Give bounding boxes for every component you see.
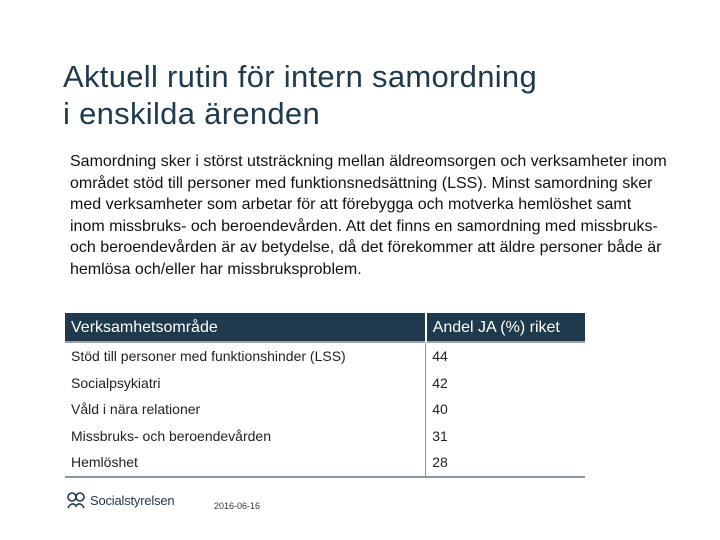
row-area: Hemlöshet [65,449,426,477]
row-area: Missbruks- och beroendevården [71,427,271,444]
row-area: Stöd till personer med funktionshinder (LSS) [71,348,346,365]
slide-date: 2016-06-16 [214,501,261,511]
slide-title [63,58,683,132]
row-value: 42 [426,370,585,397]
data-table [65,313,585,478]
slide-title-line-2: i enskilda ärenden [63,96,321,131]
row-value: 40 [426,396,585,423]
table-row [65,449,585,477]
socialstyrelsen-logo [65,487,174,513]
slide-title-line-1: Aktuell rutin för intern samordning [63,59,538,94]
table-row [65,343,585,370]
row-area: Våld i nära relationer [71,401,201,418]
row-value: 28 [426,449,585,477]
table-header-row [65,313,585,343]
row-value: 31 [426,423,585,450]
row-area: Socialpsykiatri [71,374,161,391]
header-andel-ja: Andel JA (%) riket [426,313,585,343]
table-row [65,396,585,423]
row-value: 44 [426,343,585,370]
socialstyrelsen-emblem-icon [65,489,87,511]
table-row [65,370,585,397]
header-verksamhetsomrade: Verksamhetsområde [65,313,426,343]
logo-text: Socialstyrelsen [90,492,175,508]
table-row [65,423,585,450]
slide-body-text: Samordning sker i störst utsträckning mellan äldreomsorgen och verksamheter inom området stöd till personer med funktionsnedsättning (LSS). Minst samordning sker med verksamheter som arbetar för att förebygga och motverka hemlöshet samt inom missbruks- och beroendevården. Att det finns en samordning med missbruks- och beroendevården är av betydelse, då det förekommer att äldre personer både är hemlösa och/eller har missbruksproblem. [70,153,667,278]
